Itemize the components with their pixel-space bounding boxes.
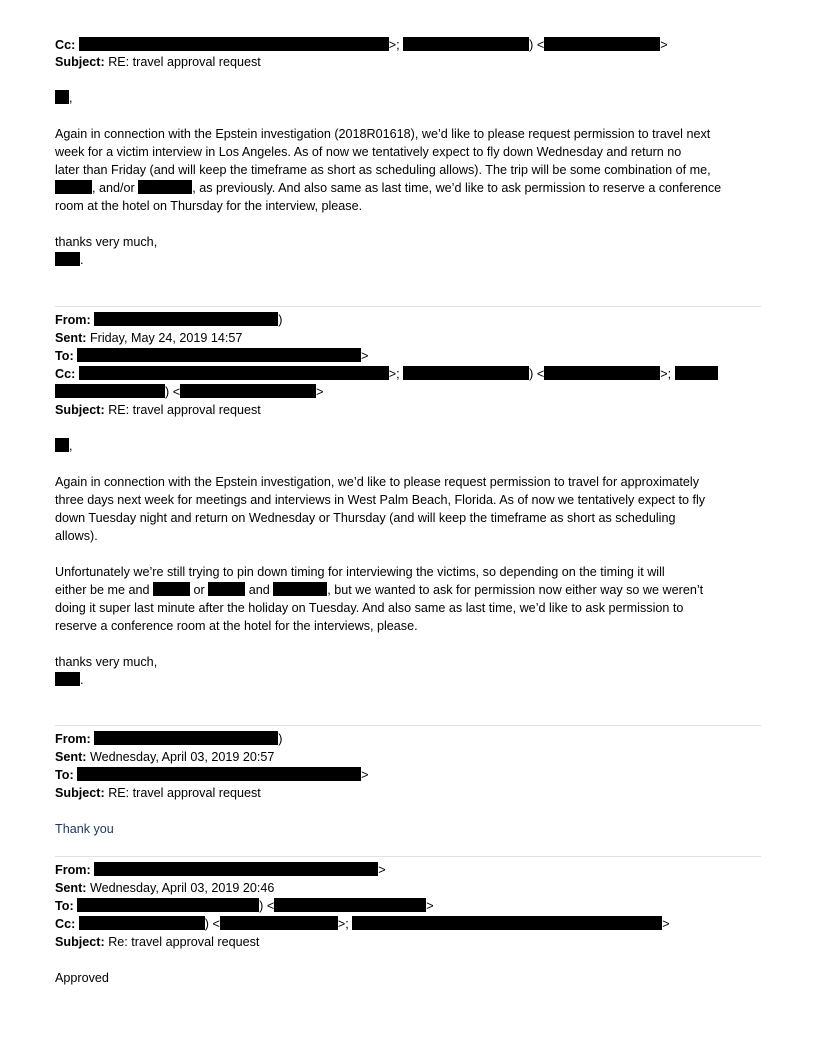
body-line: room at the hotel on Thursday for the interview, please. [55,199,363,213]
redaction [273,582,327,596]
body-line: down Tuesday night and return on Wednesday or Thursday (and will keep the timeframe as short as scheduling [55,511,676,525]
redaction [403,366,529,380]
redaction [94,862,378,876]
body-line: week for a victim interview in Los Angeles. As of now we tentatively expect to fly down Wednesday and return no [55,145,682,159]
reply-body: Approved [55,971,109,985]
email-subject: RE: travel approval request [108,403,261,417]
redaction [79,916,205,930]
separator [55,725,761,726]
from-line: From: ) [55,732,283,746]
redaction [94,312,278,326]
subject-line: Subject: RE: travel approval request [55,786,261,800]
greeting: , [55,437,73,455]
redaction [77,767,361,781]
sent-date: Wednesday, April 03, 2019 20:46 [89,881,275,895]
redaction [79,37,389,51]
body-line: three days next week for meetings and interviews in West Palm Beach, Florida. As of now we tentatively expect to fly [55,493,706,507]
reply-body: Thank you [55,822,114,836]
redaction [274,898,426,912]
sent-date: Friday, May 24, 2019 14:57 [89,331,243,345]
sent-date: Wednesday, April 03, 2019 20:57 [89,750,275,764]
email-subject: RE: travel approval request [108,786,261,800]
redaction [220,916,338,930]
to-line: To: > [55,349,369,363]
from-line: From: > [55,863,386,877]
body-line: allows). [55,529,98,543]
redaction [544,37,660,51]
redaction [55,438,69,452]
redaction [352,916,662,930]
email-subject: Re: travel approval request [108,935,260,949]
redaction [153,582,190,596]
redaction [77,348,361,362]
body-line: reserve a conference room at the hotel for the interviews, please. [55,619,418,633]
redaction [55,672,80,686]
body-line: , and/or , as previously. And also same as last time, we’d like to ask permission to reserve a conference [55,179,721,197]
separator [55,856,761,857]
body-line: doing it super last minute after the holiday on Tuesday. And also same as last time, we’d like to ask permission to [55,601,684,615]
redaction [403,37,529,51]
redaction [79,366,389,380]
to-line: To: ) < > [55,899,434,913]
body-line: Again in connection with the Epstein investigation (2018R01618), we’d like to please request permission to travel next [55,127,711,141]
subject-line: Subject: RE: travel approval request [55,403,261,417]
signature: . [55,251,84,269]
cc-line-cont: ) < > [55,383,323,401]
redaction [55,90,69,104]
redaction [77,898,259,912]
body-line: Unfortunately we’re still trying to pin down timing for interviewing the victims, so depending on the timing it will [55,565,665,579]
sent-line: Sent: Wednesday, April 03, 2019 20:46 [55,881,275,895]
sent-line: Sent: Friday, May 24, 2019 14:57 [55,331,243,345]
cc-line: Cc: >; ) < >; [55,365,718,383]
signature: . [55,671,84,689]
subject-line: Subject: RE: travel approval request [55,55,261,69]
body-line: Again in connection with the Epstein investigation, we’d like to please request permission to travel for approximately [55,475,700,489]
redaction [55,180,92,194]
subject-line: Subject: Re: travel approval request [55,935,260,949]
body-line: either be me and or and , but we wanted to ask for permission now either way so we weren’t [55,583,704,597]
redaction [55,384,165,398]
redaction [208,582,245,596]
signoff: thanks very much, [55,655,158,669]
redaction [55,252,80,266]
separator [55,306,761,307]
email-subject: RE: travel approval request [108,55,261,69]
sent-line: Sent: Wednesday, April 03, 2019 20:57 [55,750,275,764]
cc-line: Cc: ) < >; > [55,917,670,931]
body-line: later than Friday (and will keep the timeframe as short as scheduling allows). The trip will be some combination of me, [55,163,711,177]
cc-label: Cc: [55,38,76,52]
redaction [94,731,278,745]
cc-line: Cc: >; ) < > [55,38,668,52]
redaction [675,366,718,380]
signoff: thanks very much, [55,235,158,249]
greeting: , [55,89,73,107]
from-line: From: ) [55,313,283,327]
redaction [138,180,192,194]
to-line: To: > [55,768,369,782]
redaction [180,384,316,398]
redaction [544,366,660,380]
